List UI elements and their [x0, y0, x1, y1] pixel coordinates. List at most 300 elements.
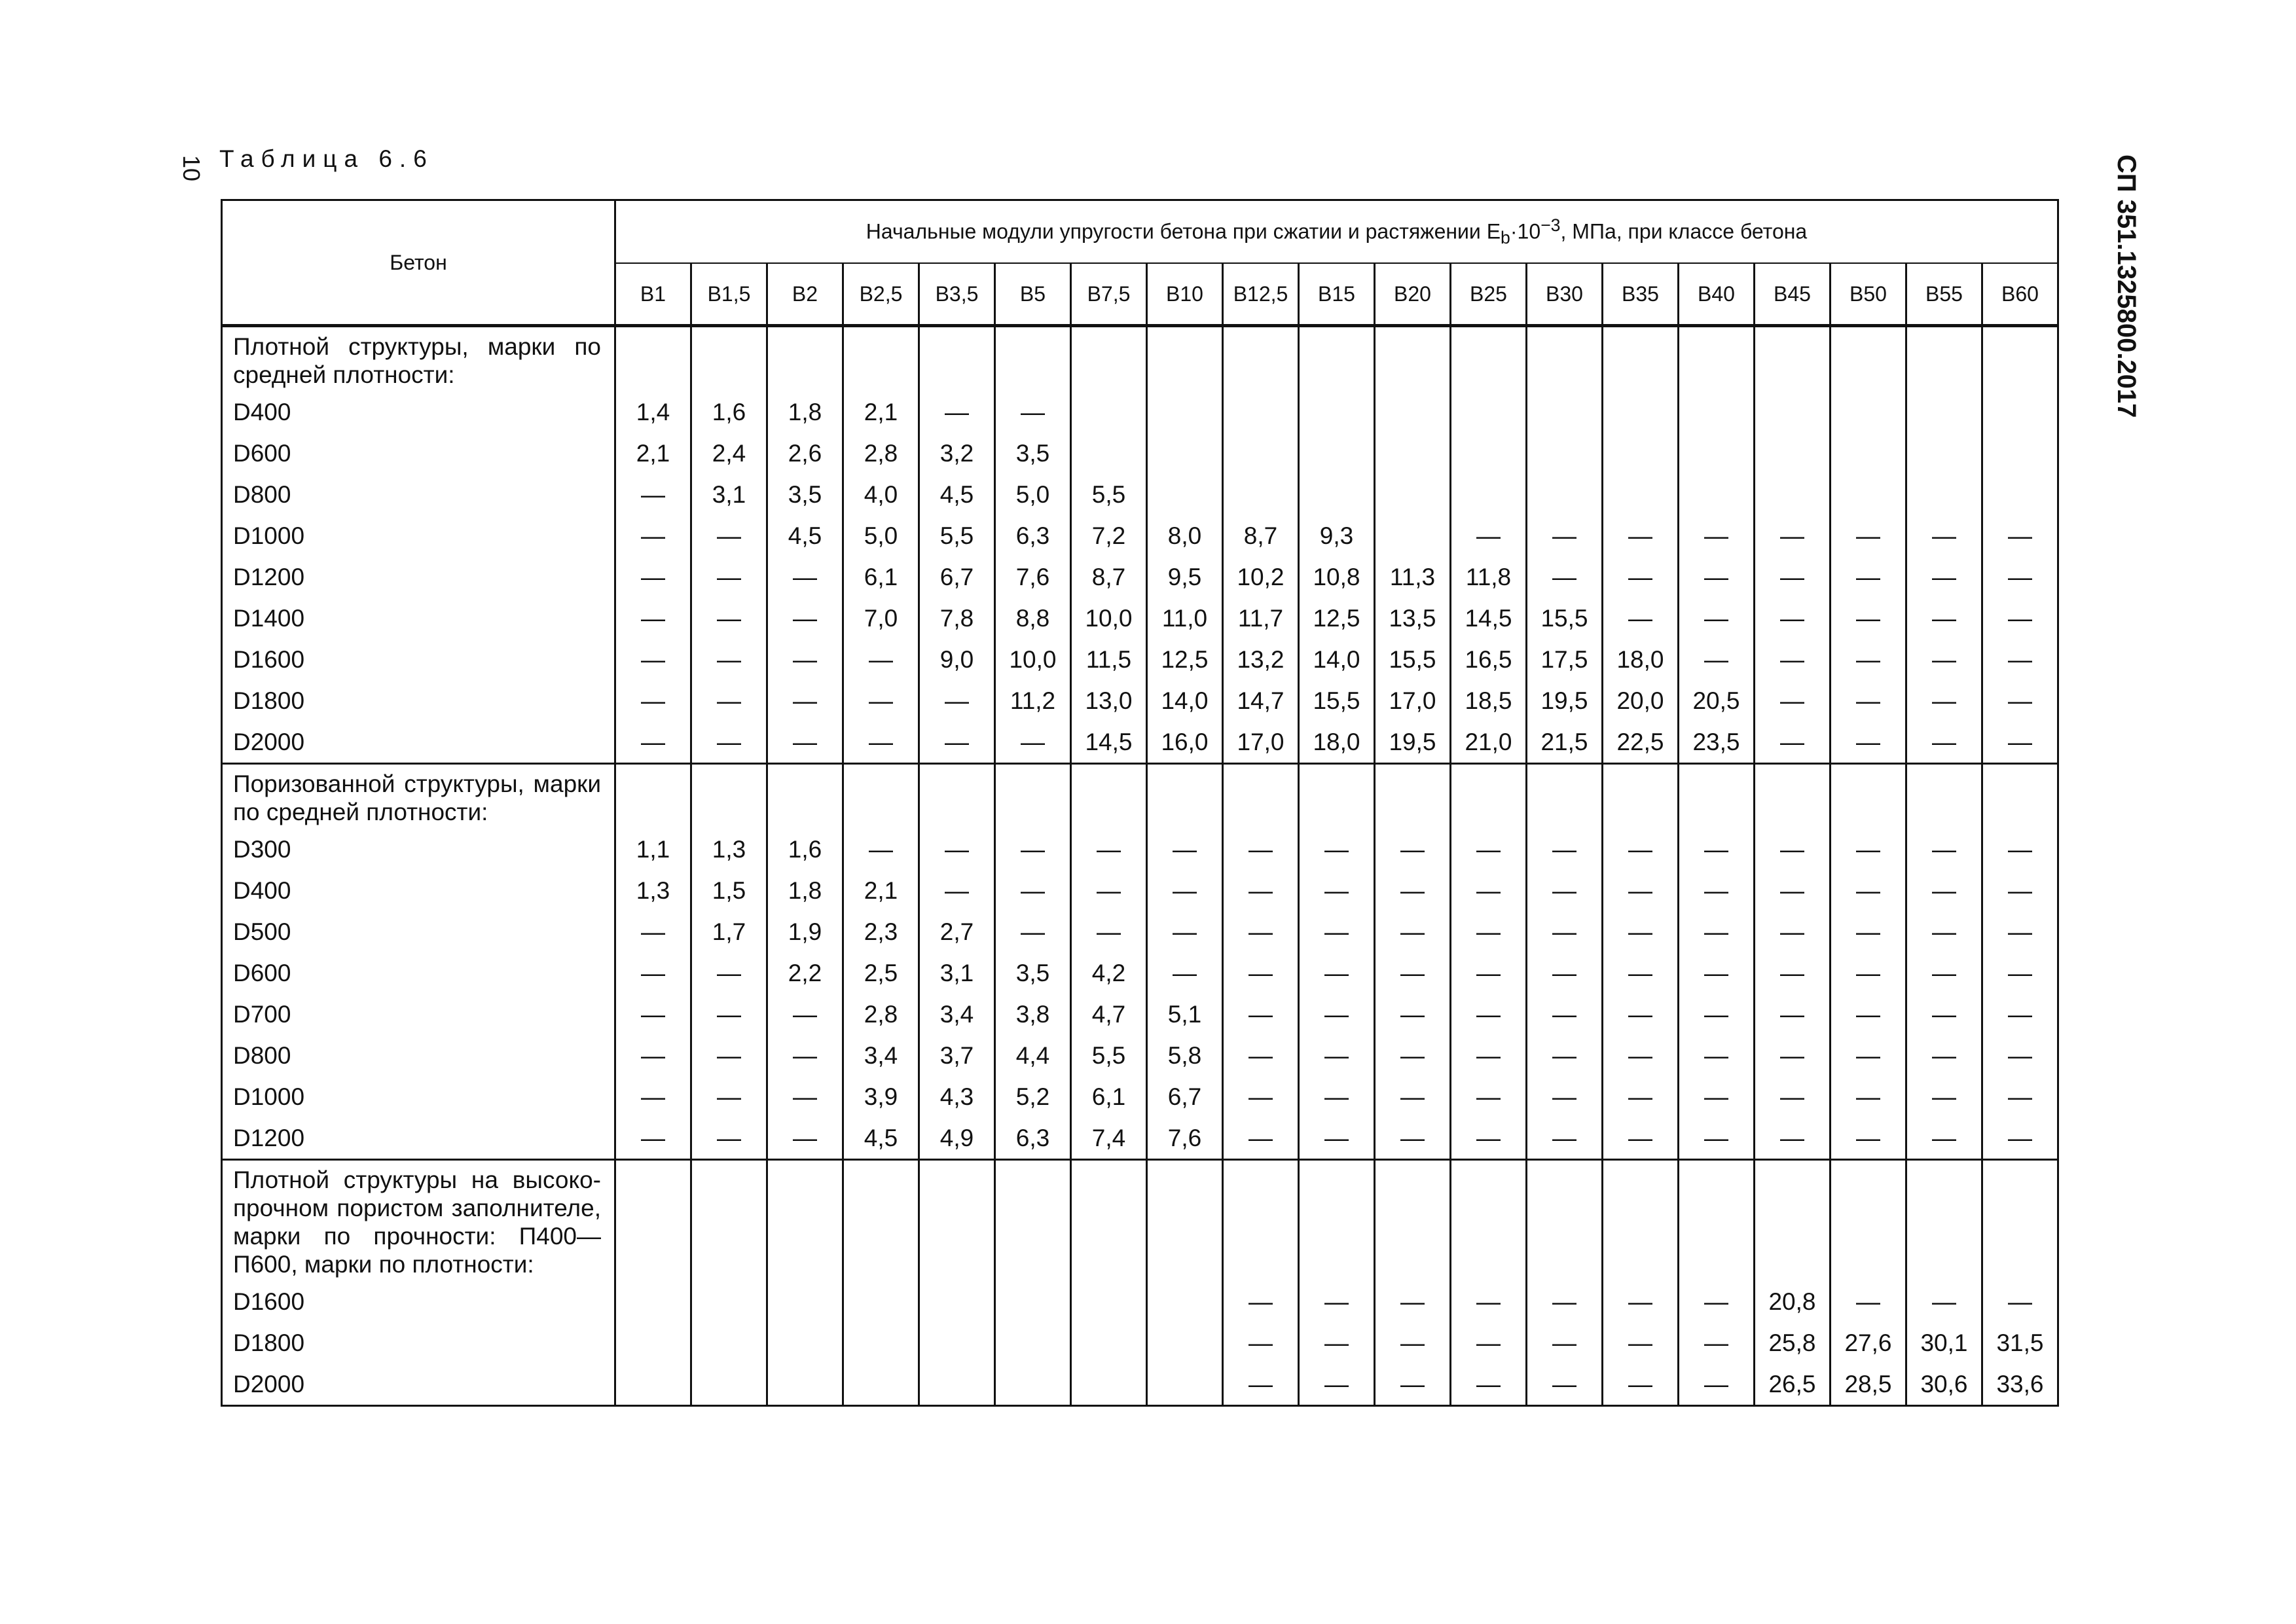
value-cell: — — [1147, 911, 1223, 952]
value-cell: 2,4 — [691, 433, 767, 474]
value-cell: — — [1223, 1117, 1299, 1160]
value-cell: — — [1906, 598, 1982, 639]
row-label: D1800 — [222, 1322, 615, 1363]
row-label: D1000 — [222, 1076, 615, 1117]
value-cell: — — [615, 1035, 691, 1076]
value-cell — [1375, 474, 1451, 515]
value-cell: — — [1603, 1035, 1679, 1076]
value-cell — [1147, 391, 1223, 433]
value-cell — [1147, 1363, 1223, 1406]
empty-cell — [1147, 764, 1223, 829]
value-cell: — — [843, 721, 919, 764]
value-cell: — — [1299, 870, 1375, 911]
value-cell: 2,5 — [843, 952, 919, 994]
value-cell: 4,5 — [919, 474, 995, 515]
value-cell: — — [1982, 870, 2058, 911]
value-cell: — — [1299, 994, 1375, 1035]
empty-cell — [1223, 1160, 1299, 1282]
value-cell — [1147, 1322, 1223, 1363]
value-cell: — — [1451, 1035, 1527, 1076]
value-cell: — — [1982, 556, 2058, 598]
value-cell: — — [1451, 911, 1527, 952]
empty-cell — [1603, 764, 1679, 829]
row-label: D800 — [222, 474, 615, 515]
value-cell: — — [1299, 829, 1375, 870]
value-cell — [1982, 391, 2058, 433]
value-cell: — — [1071, 829, 1147, 870]
empty-cell — [691, 764, 767, 829]
value-cell: 14,7 — [1223, 680, 1299, 721]
value-cell: — — [1603, 870, 1679, 911]
value-cell — [767, 1322, 843, 1363]
value-cell: 9,3 — [1299, 515, 1375, 556]
class-header: B30 — [1527, 263, 1603, 325]
value-cell: 3,1 — [691, 474, 767, 515]
empty-cell — [1679, 327, 1755, 392]
value-cell: — — [1299, 1322, 1375, 1363]
value-cell — [995, 1363, 1071, 1406]
value-cell: — — [1223, 911, 1299, 952]
value-cell: 3,7 — [919, 1035, 995, 1076]
class-header: B10 — [1147, 263, 1223, 325]
empty-cell — [1755, 764, 1831, 829]
value-cell: 3,1 — [919, 952, 995, 994]
value-cell: 1,8 — [767, 870, 843, 911]
value-cell: — — [767, 556, 843, 598]
value-cell: 2,7 — [919, 911, 995, 952]
empty-cell — [919, 1160, 995, 1282]
value-cell — [1451, 474, 1527, 515]
value-cell: 3,8 — [995, 994, 1071, 1035]
value-cell: — — [1755, 952, 1831, 994]
value-cell — [1603, 391, 1679, 433]
value-cell — [843, 1322, 919, 1363]
value-cell: 1,6 — [691, 391, 767, 433]
empty-cell — [995, 327, 1071, 392]
value-cell: 1,3 — [691, 829, 767, 870]
table-row — [222, 870, 2058, 911]
value-cell — [1527, 433, 1603, 474]
group-header-exponent: −3 — [1540, 215, 1561, 235]
value-cell: 10,0 — [1071, 598, 1147, 639]
class-header: B45 — [1755, 263, 1831, 325]
empty-cell — [1375, 327, 1451, 392]
row-label: D1600 — [222, 639, 615, 680]
section-title: Поризованной структуры, марки по средней плотности: — [222, 764, 615, 829]
value-cell: — — [1679, 1363, 1755, 1406]
value-cell — [691, 1363, 767, 1406]
value-cell: 5,8 — [1147, 1035, 1223, 1076]
value-cell — [1223, 433, 1299, 474]
empty-cell — [919, 764, 995, 829]
value-cell: — — [1223, 1035, 1299, 1076]
value-cell: — — [1375, 952, 1451, 994]
value-cell: 6,3 — [995, 515, 1071, 556]
row-label: D1200 — [222, 1117, 615, 1160]
value-cell: — — [691, 952, 767, 994]
value-cell: 10,8 — [1299, 556, 1375, 598]
value-cell: — — [1299, 1281, 1375, 1322]
value-cell: 15,5 — [1527, 598, 1603, 639]
value-cell: — — [1527, 952, 1603, 994]
value-cell: — — [1831, 1117, 1906, 1160]
group-header — [615, 200, 2058, 264]
value-cell: 1,5 — [691, 870, 767, 911]
class-header: B35 — [1603, 263, 1679, 325]
value-cell: — — [1982, 639, 2058, 680]
value-cell — [1147, 474, 1223, 515]
value-cell: — — [995, 391, 1071, 433]
value-cell — [1375, 433, 1451, 474]
value-cell: — — [1451, 1076, 1527, 1117]
value-cell: — — [1451, 515, 1527, 556]
value-cell: 4,5 — [843, 1117, 919, 1160]
value-cell: 6,7 — [919, 556, 995, 598]
value-cell: — — [843, 639, 919, 680]
value-cell — [691, 1322, 767, 1363]
value-cell: — — [1147, 870, 1223, 911]
value-cell — [1603, 433, 1679, 474]
value-cell: — — [1375, 1363, 1451, 1406]
empty-cell — [1831, 327, 1906, 392]
value-cell: — — [1603, 952, 1679, 994]
row-label: D2000 — [222, 721, 615, 764]
value-cell: — — [1223, 1322, 1299, 1363]
value-cell: — — [615, 1117, 691, 1160]
value-cell — [1071, 1322, 1147, 1363]
value-cell: 31,5 — [1982, 1322, 2058, 1363]
value-cell: 13,5 — [1375, 598, 1451, 639]
value-cell — [1071, 1281, 1147, 1322]
empty-cell — [1375, 1160, 1451, 1282]
group-header-main: Начальные модули упругости бетона при сжатии и растяжении E — [866, 219, 1501, 244]
table-row — [222, 1076, 2058, 1117]
value-cell — [1451, 391, 1527, 433]
value-cell: 13,2 — [1223, 639, 1299, 680]
value-cell: 19,5 — [1375, 721, 1451, 764]
row-label: D800 — [222, 1035, 615, 1076]
value-cell: 7,2 — [1071, 515, 1147, 556]
value-cell: — — [1982, 1076, 2058, 1117]
value-cell: 14,0 — [1299, 639, 1375, 680]
value-cell: 33,6 — [1982, 1363, 2058, 1406]
value-cell: — — [1451, 829, 1527, 870]
section-title: Плотной структуры на высоко-прочном пористом заполнителе, марки по прочности: П400—П600, марки по плотности: — [222, 1160, 615, 1282]
value-cell — [1451, 433, 1527, 474]
value-cell: — — [1755, 598, 1831, 639]
value-cell: — — [1223, 994, 1299, 1035]
value-cell: — — [1679, 1117, 1755, 1160]
value-cell: — — [1755, 721, 1831, 764]
table-body — [222, 325, 2058, 1406]
table-row — [222, 515, 2058, 556]
table-row — [222, 952, 2058, 994]
value-cell: — — [1527, 994, 1603, 1035]
value-cell: — — [1299, 1363, 1375, 1406]
empty-cell — [767, 327, 843, 392]
value-cell: 2,2 — [767, 952, 843, 994]
empty-cell — [1299, 764, 1375, 829]
value-cell: — — [691, 680, 767, 721]
value-cell: — — [995, 829, 1071, 870]
value-cell — [1527, 474, 1603, 515]
value-cell: — — [1982, 994, 2058, 1035]
value-cell: 17,0 — [1223, 721, 1299, 764]
value-cell: — — [843, 829, 919, 870]
value-cell: — — [1755, 870, 1831, 911]
empty-cell — [1906, 327, 1982, 392]
empty-cell — [1831, 1160, 1906, 1282]
value-cell: 11,8 — [1451, 556, 1527, 598]
class-header: B7,5 — [1071, 263, 1147, 325]
value-cell: — — [1755, 1076, 1831, 1117]
value-cell: — — [1527, 556, 1603, 598]
value-cell: — — [1906, 721, 1982, 764]
value-cell: — — [691, 639, 767, 680]
value-cell: — — [1527, 1322, 1603, 1363]
class-header: B25 — [1451, 263, 1527, 325]
empty-cell — [615, 327, 691, 392]
value-cell: — — [1906, 556, 1982, 598]
value-cell: — — [1831, 870, 1906, 911]
value-cell — [1299, 391, 1375, 433]
class-header: B50 — [1831, 263, 1906, 325]
value-cell: 2,3 — [843, 911, 919, 952]
value-cell: — — [1375, 1035, 1451, 1076]
value-cell — [1223, 391, 1299, 433]
empty-cell — [767, 1160, 843, 1282]
empty-cell — [1906, 1160, 1982, 1282]
table-row — [222, 1035, 2058, 1076]
row-label: D400 — [222, 870, 615, 911]
empty-cell — [1527, 764, 1603, 829]
value-cell: — — [1603, 598, 1679, 639]
value-cell: — — [691, 994, 767, 1035]
value-cell: — — [615, 598, 691, 639]
row-label: D1000 — [222, 515, 615, 556]
value-cell: 30,6 — [1906, 1363, 1982, 1406]
section-title-row — [222, 764, 2058, 829]
value-cell: — — [615, 952, 691, 994]
section-title-row — [222, 327, 2058, 392]
value-cell: — — [1679, 598, 1755, 639]
value-cell: — — [1527, 829, 1603, 870]
value-cell: 22,5 — [1603, 721, 1679, 764]
value-cell: 20,8 — [1755, 1281, 1831, 1322]
value-cell: — — [1906, 994, 1982, 1035]
value-cell: 14,5 — [1451, 598, 1527, 639]
value-cell: — — [1906, 952, 1982, 994]
value-cell: 15,5 — [1375, 639, 1451, 680]
class-header: B60 — [1982, 263, 2058, 325]
value-cell: — — [1831, 994, 1906, 1035]
value-cell: — — [1299, 1035, 1375, 1076]
value-cell — [1831, 391, 1906, 433]
value-cell: — — [1982, 598, 2058, 639]
value-cell: — — [691, 598, 767, 639]
value-cell: 16,5 — [1451, 639, 1527, 680]
value-cell — [1831, 474, 1906, 515]
value-cell: 11,7 — [1223, 598, 1299, 639]
value-cell: — — [1906, 1035, 1982, 1076]
empty-cell — [1527, 1160, 1603, 1282]
table-row — [222, 1363, 2058, 1406]
empty-cell — [1451, 327, 1527, 392]
value-cell: — — [1755, 680, 1831, 721]
value-cell: 3,5 — [767, 474, 843, 515]
value-cell: 5,1 — [1147, 994, 1223, 1035]
empty-cell — [691, 327, 767, 392]
value-cell — [843, 1281, 919, 1322]
value-cell: 4,0 — [843, 474, 919, 515]
value-cell: — — [1223, 952, 1299, 994]
value-cell: 4,5 — [767, 515, 843, 556]
value-cell: 11,0 — [1147, 598, 1223, 639]
value-cell — [1071, 1363, 1147, 1406]
value-cell: — — [1451, 1281, 1527, 1322]
value-cell: — — [1451, 1363, 1527, 1406]
value-cell: 9,0 — [919, 639, 995, 680]
value-cell: — — [1982, 829, 2058, 870]
table-caption: Таблица 6.6 — [219, 145, 434, 172]
value-cell: — — [1906, 829, 1982, 870]
row-label: D1400 — [222, 598, 615, 639]
value-cell: — — [1755, 1035, 1831, 1076]
value-cell: — — [1603, 1076, 1679, 1117]
empty-cell — [1679, 1160, 1755, 1282]
value-cell: — — [1071, 911, 1147, 952]
value-cell: 14,0 — [1147, 680, 1223, 721]
value-cell: 6,3 — [995, 1117, 1071, 1160]
value-cell: — — [1603, 1363, 1679, 1406]
value-cell — [919, 1363, 995, 1406]
value-cell: — — [1451, 952, 1527, 994]
value-cell: 3,4 — [919, 994, 995, 1035]
value-cell: — — [919, 680, 995, 721]
value-cell: — — [1603, 911, 1679, 952]
value-cell — [1679, 433, 1755, 474]
value-cell: 2,8 — [843, 433, 919, 474]
value-cell: — — [1223, 1281, 1299, 1322]
corner-header: Бетон — [222, 200, 615, 325]
row-label: D600 — [222, 433, 615, 474]
value-cell: — — [1755, 515, 1831, 556]
value-cell — [767, 1281, 843, 1322]
class-header: B15 — [1299, 263, 1375, 325]
value-cell: 21,0 — [1451, 721, 1527, 764]
value-cell: — — [1603, 515, 1679, 556]
value-cell: — — [919, 870, 995, 911]
value-cell: 3,4 — [843, 1035, 919, 1076]
value-cell: 2,1 — [843, 391, 919, 433]
value-cell: — — [1527, 1363, 1603, 1406]
table-row — [222, 1117, 2058, 1160]
value-cell — [1679, 474, 1755, 515]
value-cell: — — [1906, 639, 1982, 680]
value-cell: — — [691, 556, 767, 598]
value-cell: — — [767, 1076, 843, 1117]
value-cell: — — [1982, 1117, 2058, 1160]
value-cell: — — [1831, 639, 1906, 680]
value-cell — [1906, 391, 1982, 433]
value-cell: — — [1831, 1076, 1906, 1117]
value-cell: 4,2 — [1071, 952, 1147, 994]
empty-cell — [1451, 1160, 1527, 1282]
value-cell: 4,4 — [995, 1035, 1071, 1076]
empty-cell — [1071, 1160, 1147, 1282]
class-header: B55 — [1906, 263, 1982, 325]
class-header: B2 — [767, 263, 843, 325]
table-row — [222, 911, 2058, 952]
value-cell — [615, 1281, 691, 1322]
value-cell: — — [1831, 556, 1906, 598]
value-cell — [615, 1322, 691, 1363]
value-cell: — — [1375, 994, 1451, 1035]
value-cell — [691, 1281, 767, 1322]
value-cell — [1906, 474, 1982, 515]
value-cell: — — [1603, 829, 1679, 870]
value-cell: — — [691, 1117, 767, 1160]
empty-cell — [1299, 327, 1375, 392]
value-cell: 6,1 — [843, 556, 919, 598]
value-cell: — — [691, 1076, 767, 1117]
value-cell: — — [1679, 994, 1755, 1035]
empty-cell — [1906, 764, 1982, 829]
value-cell — [1147, 433, 1223, 474]
value-cell: — — [1982, 911, 2058, 952]
value-cell: — — [1603, 1281, 1679, 1322]
value-cell: — — [767, 721, 843, 764]
value-cell: 5,5 — [1071, 1035, 1147, 1076]
value-cell — [1223, 474, 1299, 515]
value-cell: — — [691, 515, 767, 556]
empty-cell — [1603, 1160, 1679, 1282]
empty-cell — [615, 764, 691, 829]
class-header: B5 — [995, 263, 1071, 325]
empty-cell — [767, 764, 843, 829]
value-cell: 12,5 — [1299, 598, 1375, 639]
section-title-row — [222, 1160, 2058, 1282]
value-cell: — — [615, 1076, 691, 1117]
value-cell: — — [1906, 911, 1982, 952]
value-cell: 28,5 — [1831, 1363, 1906, 1406]
value-cell: 14,5 — [1071, 721, 1147, 764]
table-row — [222, 994, 2058, 1035]
value-cell: — — [1375, 1322, 1451, 1363]
value-cell: — — [1906, 680, 1982, 721]
value-cell: 4,3 — [919, 1076, 995, 1117]
empty-cell — [1527, 327, 1603, 392]
value-cell: 23,5 — [1679, 721, 1755, 764]
value-cell: — — [1299, 1117, 1375, 1160]
value-cell: — — [1603, 994, 1679, 1035]
value-cell — [995, 1281, 1071, 1322]
class-header: B40 — [1679, 263, 1755, 325]
value-cell: 18,5 — [1451, 680, 1527, 721]
value-cell: — — [1831, 515, 1906, 556]
empty-cell — [1071, 764, 1147, 829]
section-title: Плотной структуры, марки по средней плотности: — [222, 327, 615, 392]
value-cell: 8,8 — [995, 598, 1071, 639]
value-cell: 3,5 — [995, 952, 1071, 994]
value-cell — [919, 1322, 995, 1363]
value-cell: — — [1755, 994, 1831, 1035]
page-number: 10 — [178, 154, 205, 182]
value-cell: — — [1603, 1117, 1679, 1160]
value-cell: 1,4 — [615, 391, 691, 433]
value-cell: 18,0 — [1299, 721, 1375, 764]
empty-cell — [1603, 327, 1679, 392]
